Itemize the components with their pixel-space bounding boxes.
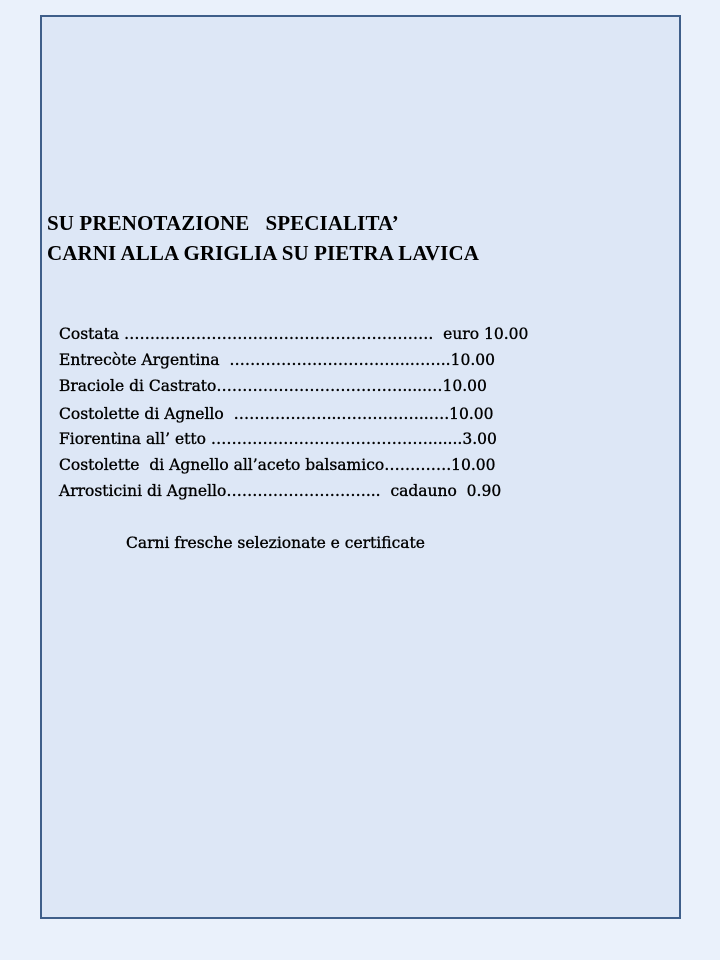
menu-item-fiorentina: Fiorentina all’ etto …………………………………….......3.00 — [59, 430, 497, 448]
menu-item-arrosticini: Arrosticini di Agnello………………………... cadauno 0.90 — [59, 482, 502, 500]
footer-note: Carni fresche selezionate e certificate — [126, 534, 425, 552]
menu-heading-line-1: SU PRENOTAZIONE SPECIALITA’ — [47, 211, 399, 235]
menu-item-costolette-balsamico: Costolette di Agnello all’aceto balsamico………….10.00 — [59, 456, 496, 474]
menu-item-braciole: Braciole di Castrato……………………………….....…10.00 — [59, 377, 487, 395]
menu-item-costolette: Costolette di Agnello ………………...……………..….10.00 — [59, 405, 494, 423]
menu-item-entrecote: Entrecòte Argentina ……………………………..……..10.00 — [59, 351, 495, 369]
menu-heading-line-2: CARNI ALLA GRIGLIA SU PIETRA LAVICA — [47, 241, 479, 265]
menu-item-costata: Costata ……..……………………………………………. euro 10.00 — [59, 325, 529, 343]
